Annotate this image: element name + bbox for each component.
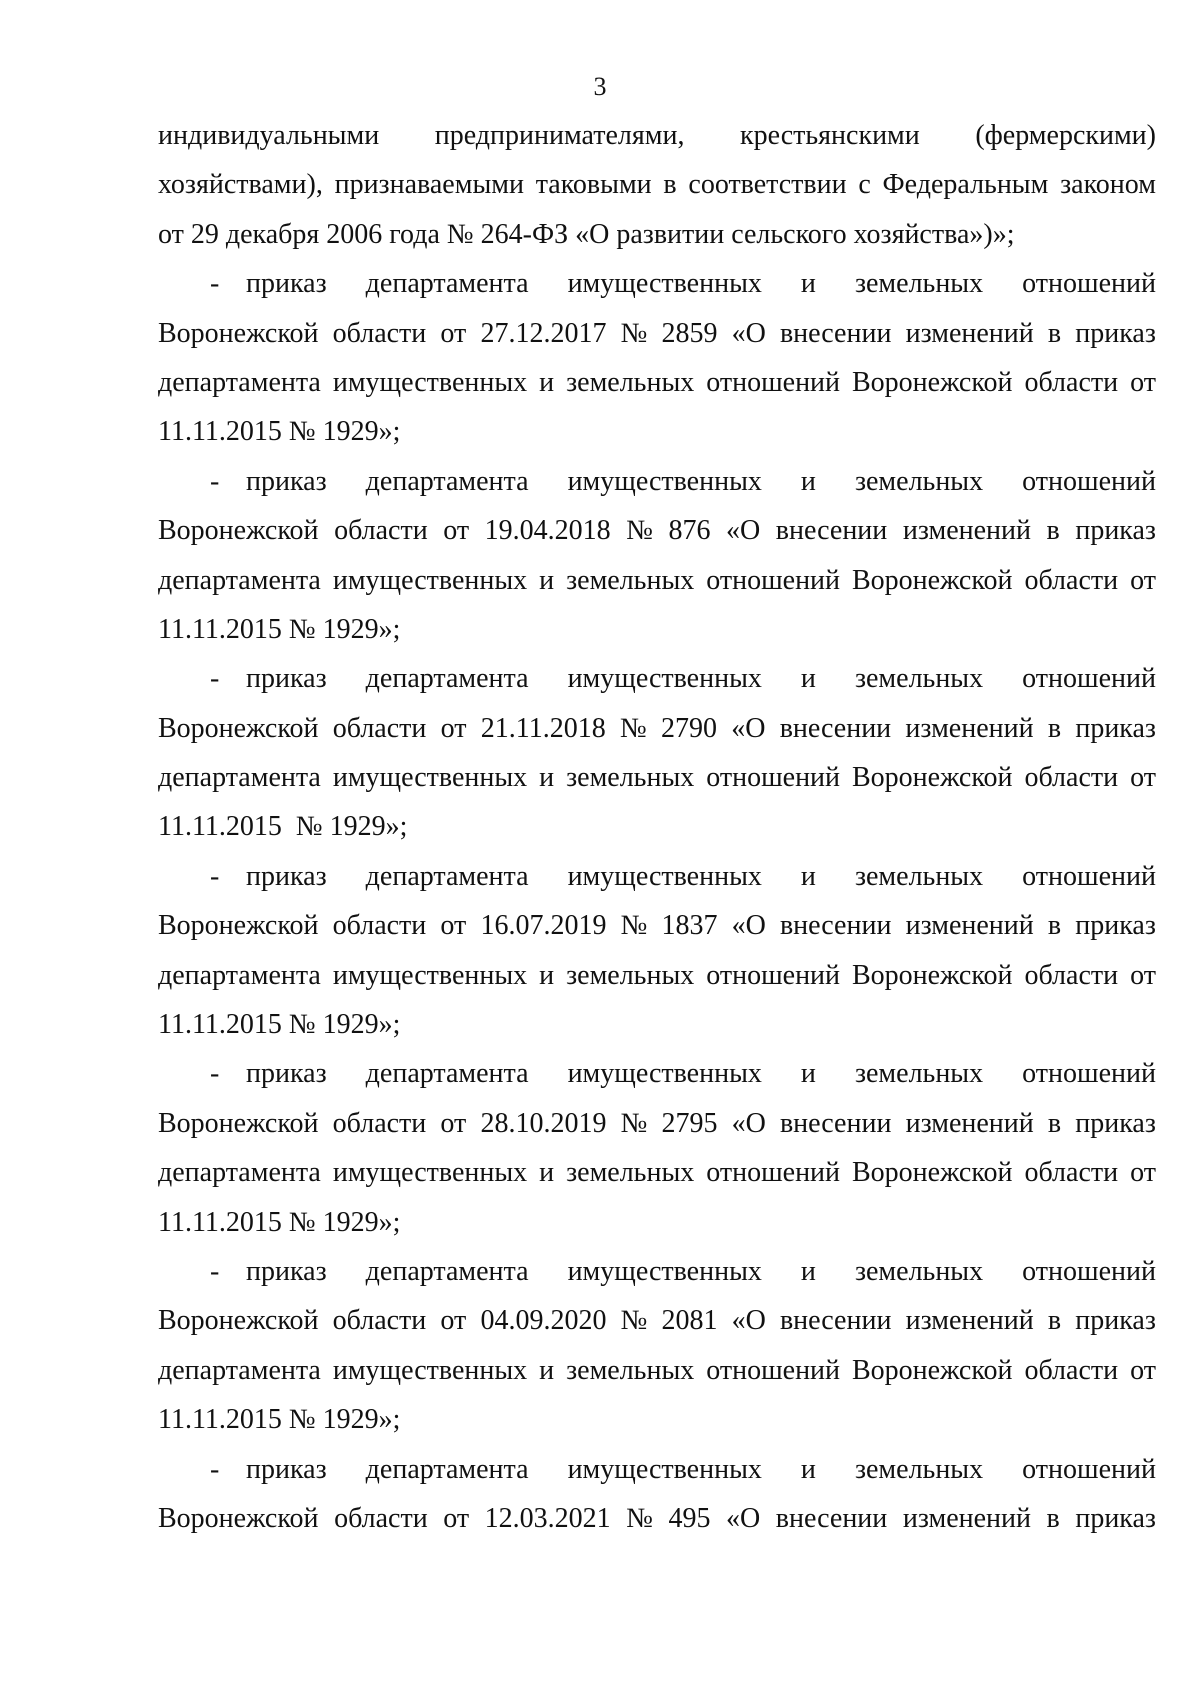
word: в bbox=[1047, 1305, 1062, 1337]
word: от bbox=[1130, 1157, 1156, 1189]
word: земельных bbox=[854, 465, 984, 497]
order-item bbox=[158, 1049, 1156, 1247]
word: имущественных bbox=[567, 860, 762, 892]
order-line-1 bbox=[158, 852, 1156, 901]
word: индивидуальными bbox=[158, 120, 380, 151]
intro-line-1 bbox=[158, 111, 1156, 160]
word: области bbox=[1024, 1354, 1119, 1386]
word: приказ bbox=[246, 268, 327, 300]
intro-line-2 bbox=[158, 160, 1156, 209]
list-dash: - bbox=[210, 268, 220, 300]
word: № bbox=[620, 1107, 648, 1139]
word: от bbox=[440, 1305, 467, 1337]
word: изменений bbox=[905, 1305, 1034, 1337]
word: и bbox=[539, 564, 555, 596]
order-line-3 bbox=[158, 358, 1156, 407]
word: приказ bbox=[1075, 1305, 1156, 1337]
word: департамента bbox=[158, 959, 321, 991]
word: имущественных bbox=[332, 959, 528, 991]
word: департамента bbox=[365, 1453, 529, 1485]
word: области bbox=[1024, 564, 1119, 596]
word: приказ bbox=[1075, 1502, 1156, 1534]
word: изменений bbox=[905, 910, 1034, 942]
word: изменений bbox=[902, 1502, 1031, 1534]
word: и bbox=[800, 860, 816, 892]
word: земельных bbox=[854, 268, 984, 300]
order-line-1-words bbox=[246, 1445, 1156, 1494]
document-body bbox=[158, 111, 1156, 1543]
list-dash: - bbox=[210, 1255, 220, 1287]
order-line-4: 11.11.2015 № 1929»; bbox=[158, 1404, 401, 1436]
order-line-1-words bbox=[246, 259, 1156, 308]
word: «О bbox=[731, 1305, 766, 1337]
order-line-2 bbox=[158, 309, 1156, 358]
word: 16.07.2019 bbox=[480, 910, 607, 942]
word: с bbox=[858, 169, 871, 201]
word: земельных bbox=[854, 1453, 984, 1485]
word: в bbox=[1047, 910, 1062, 942]
word: приказ bbox=[246, 1058, 327, 1090]
word: внесении bbox=[779, 712, 892, 744]
order-item bbox=[158, 852, 1156, 1050]
intro-line-3: от 29 декабря 2006 года № 264-ФЗ «О развитии сельского хозяйства»)»; bbox=[158, 218, 1015, 250]
word: 21.11.2018 bbox=[480, 712, 606, 744]
word: изменений bbox=[905, 317, 1034, 349]
word: имущественных bbox=[332, 762, 528, 794]
word: земельных bbox=[566, 762, 695, 794]
list-dash: - bbox=[210, 663, 220, 695]
order-line-3 bbox=[158, 556, 1156, 605]
word: и bbox=[800, 1255, 816, 1287]
word: земельных bbox=[854, 1058, 984, 1090]
word: от bbox=[440, 317, 467, 349]
word: № bbox=[626, 1502, 653, 1534]
word: Воронежской bbox=[158, 1107, 319, 1139]
word: от bbox=[1130, 762, 1156, 794]
word: внесении bbox=[775, 515, 888, 547]
word: от bbox=[440, 1107, 467, 1139]
order-line-1-words bbox=[246, 1247, 1156, 1296]
order-line-4: 11.11.2015 № 1929»; bbox=[158, 613, 401, 645]
word: соответствии bbox=[688, 169, 847, 201]
word: области bbox=[1024, 1157, 1119, 1189]
orders-list bbox=[158, 259, 1156, 1543]
list-dash: - bbox=[210, 465, 220, 497]
word: земельных bbox=[566, 1354, 695, 1386]
word: приказ bbox=[1075, 712, 1156, 744]
word: 876 bbox=[668, 515, 711, 547]
word: имущественных bbox=[567, 465, 762, 497]
word: внесении bbox=[779, 910, 892, 942]
word: приказ bbox=[1075, 910, 1156, 942]
word: земельных bbox=[854, 663, 984, 695]
word: департамента bbox=[158, 1354, 321, 1386]
word: отношений bbox=[1022, 1058, 1156, 1090]
word: имущественных bbox=[567, 663, 762, 695]
word: и bbox=[800, 268, 816, 300]
word: отношений bbox=[706, 1157, 841, 1189]
word: и bbox=[539, 1354, 555, 1386]
word: Воронежской bbox=[852, 762, 1013, 794]
word: 27.12.2017 bbox=[480, 317, 607, 349]
word: отношений bbox=[1022, 268, 1156, 300]
word: имущественных bbox=[332, 1354, 528, 1386]
word: «О bbox=[731, 317, 766, 349]
word: земельных bbox=[566, 564, 695, 596]
order-line-1 bbox=[158, 457, 1156, 506]
order-line-3 bbox=[158, 1148, 1156, 1197]
word: (фермерскими) bbox=[975, 120, 1156, 151]
word: и bbox=[539, 959, 555, 991]
word: отношений bbox=[1022, 1255, 1156, 1287]
order-line-1 bbox=[158, 259, 1156, 308]
word: Воронежской bbox=[852, 1157, 1013, 1189]
word: области bbox=[1024, 366, 1119, 398]
word: отношений bbox=[706, 564, 841, 596]
word: департамента bbox=[365, 268, 529, 300]
order-line-4: 11.11.2015 № 1929»; bbox=[158, 1009, 401, 1041]
word: приказ bbox=[246, 663, 327, 695]
order-line-2 bbox=[158, 1494, 1156, 1543]
word: внесении bbox=[779, 317, 892, 349]
list-dash: - bbox=[210, 1058, 220, 1090]
word: таковыми bbox=[535, 169, 652, 201]
word: в bbox=[1047, 1107, 1062, 1139]
word: внесении bbox=[779, 1305, 892, 1337]
word: и bbox=[800, 1058, 816, 1090]
word: изменений bbox=[905, 712, 1034, 744]
word: имущественных bbox=[567, 1453, 762, 1485]
word: и bbox=[800, 465, 816, 497]
word: от bbox=[440, 910, 467, 942]
word: приказ bbox=[246, 1255, 327, 1287]
order-line-2 bbox=[158, 1099, 1156, 1148]
word: в bbox=[1047, 712, 1062, 744]
word: изменений bbox=[902, 515, 1031, 547]
word: имущественных bbox=[567, 1058, 762, 1090]
word: отношений bbox=[1022, 465, 1156, 497]
order-line-1 bbox=[158, 1247, 1156, 1296]
word: Воронежской bbox=[852, 1354, 1013, 1386]
word: имущественных bbox=[332, 366, 528, 398]
word: земельных bbox=[566, 366, 695, 398]
word: департамента bbox=[365, 663, 529, 695]
word: области bbox=[332, 317, 427, 349]
word: признаваемыми bbox=[334, 169, 524, 201]
word: «О bbox=[726, 1502, 761, 1534]
order-line-2 bbox=[158, 901, 1156, 950]
word: департамента bbox=[158, 1157, 321, 1189]
word: 1837 bbox=[661, 910, 718, 942]
word: от bbox=[440, 712, 467, 744]
word: в bbox=[1047, 317, 1062, 349]
word: департамента bbox=[365, 1255, 529, 1287]
word: от bbox=[1130, 366, 1156, 398]
word: приказ bbox=[246, 465, 327, 497]
order-line-4: 11.11.2015 № 1929»; bbox=[158, 1206, 401, 1238]
word: области bbox=[332, 1305, 427, 1337]
word: приказ bbox=[1075, 317, 1156, 349]
list-dash: - bbox=[210, 1453, 220, 1485]
word: Воронежской bbox=[158, 1502, 319, 1534]
order-item bbox=[158, 259, 1156, 457]
word: и bbox=[800, 1453, 816, 1485]
order-line-2 bbox=[158, 704, 1156, 753]
word: имущественных bbox=[332, 564, 528, 596]
word: области bbox=[332, 1107, 427, 1139]
word: земельных bbox=[566, 1157, 695, 1189]
word: департамента bbox=[365, 1058, 529, 1090]
order-line-1 bbox=[158, 1445, 1156, 1494]
word: Воронежской bbox=[158, 515, 319, 547]
word: Федеральным bbox=[882, 169, 1049, 201]
word: законом bbox=[1060, 169, 1156, 201]
word: 2790 bbox=[660, 712, 717, 744]
order-line-2 bbox=[158, 506, 1156, 555]
order-line-2 bbox=[158, 1296, 1156, 1345]
word: предпринимателями, bbox=[434, 120, 685, 151]
word: департамента bbox=[365, 860, 529, 892]
word: отношений bbox=[706, 762, 841, 794]
word: области bbox=[332, 910, 427, 942]
word: области bbox=[334, 1502, 428, 1534]
word: внесении bbox=[779, 1107, 892, 1139]
order-item bbox=[158, 1445, 1156, 1544]
word: департамента bbox=[365, 465, 529, 497]
word: от bbox=[1130, 959, 1156, 991]
word: и bbox=[539, 366, 555, 398]
word: № bbox=[626, 515, 653, 547]
word: отношений bbox=[1022, 1453, 1156, 1485]
word: Воронежской bbox=[852, 366, 1013, 398]
word: отношений bbox=[706, 959, 841, 991]
order-line-1 bbox=[158, 654, 1156, 703]
word: области bbox=[1024, 959, 1119, 991]
order-line-4: 11.11.2015 № 1929»; bbox=[158, 811, 408, 843]
word: и bbox=[539, 1157, 555, 1189]
word: № bbox=[620, 910, 648, 942]
word: № bbox=[619, 712, 647, 744]
word: Воронежской bbox=[852, 564, 1013, 596]
page-number: 3 bbox=[593, 72, 607, 101]
order-item bbox=[158, 1247, 1156, 1445]
word: хозяйствами), bbox=[158, 169, 323, 201]
order-line-3 bbox=[158, 1346, 1156, 1395]
word: № bbox=[620, 1305, 648, 1337]
word: области bbox=[334, 515, 428, 547]
order-line-1-words bbox=[246, 457, 1156, 506]
word: департамента bbox=[158, 564, 321, 596]
word: 2795 bbox=[661, 1107, 718, 1139]
word: «О bbox=[731, 712, 766, 744]
word: от bbox=[1130, 564, 1156, 596]
word: Воронежской bbox=[158, 712, 319, 744]
word: имущественных bbox=[332, 1157, 528, 1189]
word: крестьянскими bbox=[740, 120, 920, 151]
word: Воронежской bbox=[158, 1305, 319, 1337]
order-item bbox=[158, 654, 1156, 852]
word: отношений bbox=[1022, 860, 1156, 892]
list-dash: - bbox=[210, 860, 220, 892]
word: и bbox=[539, 762, 555, 794]
word: земельных bbox=[566, 959, 695, 991]
word: 2859 bbox=[661, 317, 718, 349]
word: отношений bbox=[706, 1354, 841, 1386]
word: 12.03.2021 bbox=[484, 1502, 611, 1534]
word: отношений bbox=[706, 366, 841, 398]
word: приказ bbox=[246, 860, 327, 892]
word: 2081 bbox=[661, 1305, 718, 1337]
word: имущественных bbox=[567, 1255, 762, 1287]
word: области bbox=[1024, 762, 1119, 794]
word: имущественных bbox=[567, 268, 762, 300]
word: от bbox=[443, 515, 470, 547]
word: департамента bbox=[158, 366, 321, 398]
word: № bbox=[620, 317, 648, 349]
order-line-3 bbox=[158, 753, 1156, 802]
word: приказ bbox=[1075, 515, 1156, 547]
word: «О bbox=[726, 515, 761, 547]
word: области bbox=[332, 712, 427, 744]
word: «О bbox=[731, 910, 766, 942]
word: 495 bbox=[668, 1502, 711, 1534]
word: и bbox=[800, 663, 816, 695]
word: 19.04.2018 bbox=[484, 515, 611, 547]
order-line-3 bbox=[158, 951, 1156, 1000]
order-line-1-words bbox=[246, 654, 1156, 703]
word: 04.09.2020 bbox=[480, 1305, 607, 1337]
word: в bbox=[663, 169, 677, 201]
word: 28.10.2019 bbox=[480, 1107, 607, 1139]
word: «О bbox=[731, 1107, 766, 1139]
order-line-4: 11.11.2015 № 1929»; bbox=[158, 416, 401, 448]
word: от bbox=[1130, 1354, 1156, 1386]
order-line-1-words bbox=[246, 1049, 1156, 1098]
word: земельных bbox=[854, 1255, 984, 1287]
word: приказ bbox=[246, 1453, 327, 1485]
word: департамента bbox=[158, 762, 321, 794]
word: Воронежской bbox=[852, 959, 1013, 991]
word: приказ bbox=[1075, 1107, 1156, 1139]
order-line-1-words bbox=[246, 852, 1156, 901]
word: в bbox=[1046, 515, 1060, 547]
word: изменений bbox=[905, 1107, 1034, 1139]
word: Воронежской bbox=[158, 317, 319, 349]
word: Воронежской bbox=[158, 910, 319, 942]
word: внесении bbox=[775, 1502, 888, 1534]
word: отношений bbox=[1022, 663, 1156, 695]
word: земельных bbox=[854, 860, 984, 892]
word: в bbox=[1046, 1502, 1060, 1534]
order-line-1 bbox=[158, 1049, 1156, 1098]
word: от bbox=[443, 1502, 470, 1534]
order-item bbox=[158, 457, 1156, 655]
